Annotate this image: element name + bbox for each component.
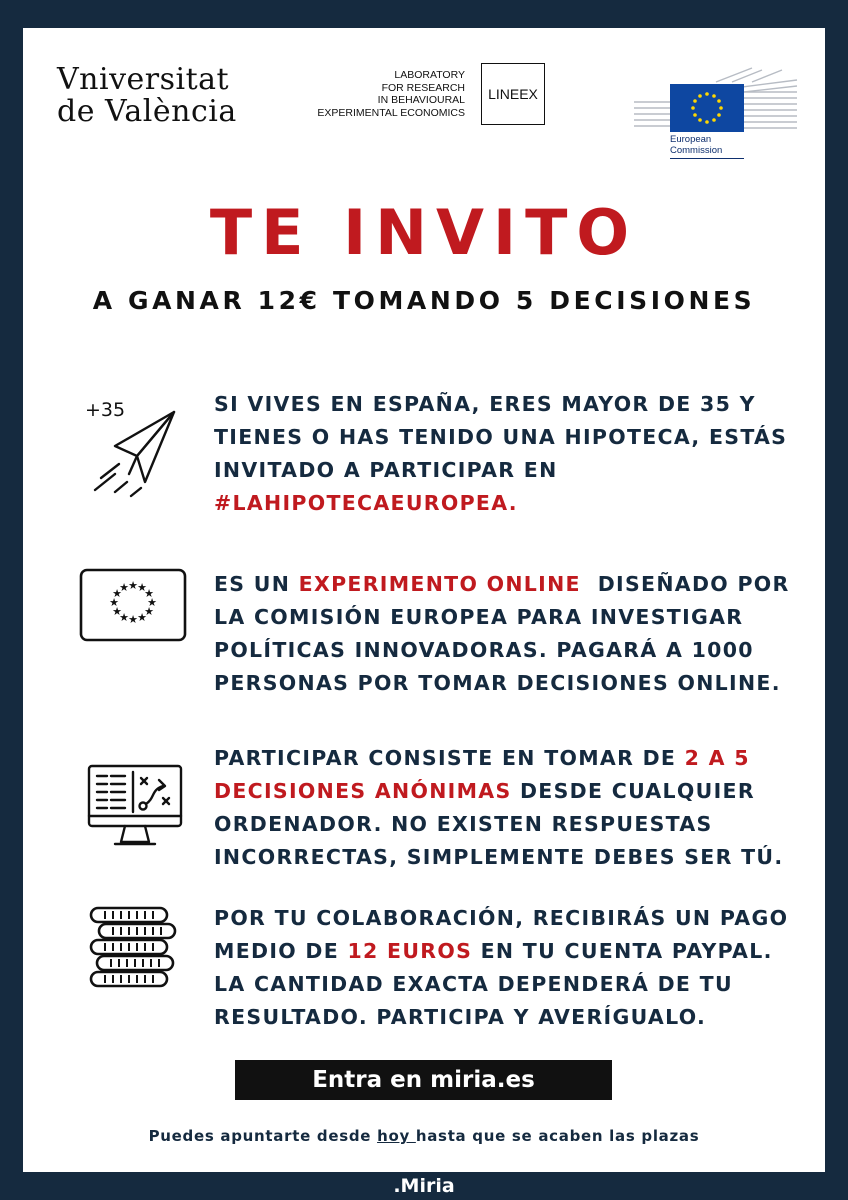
highlight-experiment-online: EXPERIMENTO ONLINE	[298, 572, 581, 596]
text-line	[214, 742, 814, 775]
text-line: RESULTADO. PARTICIPA Y AVERÍGUALO.	[214, 1005, 707, 1029]
text-line: LA COMISIÓN EUROPEA PARA INVESTIGAR	[214, 605, 744, 629]
text-line: PERSONAS POR TOMAR DECISIONES ONLINE.	[214, 671, 781, 695]
ec-logo-line1: European	[670, 134, 712, 145]
svg-text:★: ★	[109, 596, 119, 609]
section-experiment-text	[214, 568, 814, 700]
text-line: SI VIVES EN ESPAÑA, ERES MAYOR DE 35 Y	[214, 392, 756, 416]
plus-35-label: +35	[85, 399, 126, 421]
svg-text:★: ★	[147, 596, 157, 609]
miria-brand-footer: .Miria	[393, 1175, 455, 1197]
section-participation-text	[214, 742, 814, 874]
text-line: LA CANTIDAD EXACTA DEPENDERÁ DE TU	[214, 972, 733, 996]
text-span: MEDIO DE	[214, 939, 348, 963]
page-subtitle: A GANAR 12€ TOMANDO 5 DECISIONES	[92, 286, 756, 315]
lineex-logo	[311, 63, 545, 125]
signup-note	[23, 1127, 825, 1145]
lineex-line: FOR RESEARCH	[381, 81, 465, 94]
uv-logo-line1: Vniversitat	[57, 62, 230, 97]
text-line	[214, 935, 814, 968]
universitat-valencia-logo	[57, 64, 277, 128]
svg-text:★: ★	[137, 611, 147, 624]
svg-text:★: ★	[137, 581, 147, 594]
page-title: TE INVITO	[209, 196, 639, 269]
section-payment-text	[214, 902, 814, 1034]
lineex-logo-text	[285, 69, 465, 119]
text-span: PARTICIPAR CONSISTE EN TOMAR DE	[214, 746, 685, 770]
lineex-line: EXPERIMENTAL ECONOMICS	[317, 106, 465, 119]
lineex-line: IN BEHAVIOURAL	[377, 94, 465, 106]
text-line: ORDENADOR. NO EXISTEN RESPUESTAS	[214, 812, 713, 836]
computer-strategy-icon	[85, 764, 185, 856]
highlight-2-a-5: 2 A 5	[684, 746, 750, 770]
note-underlined: hoy	[377, 1127, 416, 1145]
text-line: TIENES O HAS TENIDO UNA HIPOTECA, ESTÁS	[214, 425, 788, 449]
european-commission-logo	[632, 62, 800, 158]
text-line	[214, 568, 814, 601]
svg-text:★: ★	[144, 587, 154, 600]
text-line: INCORRECTAS, SIMPLEMENTE DEBES SER TÚ.	[214, 845, 784, 869]
uv-logo-line2: de València	[57, 94, 237, 129]
text-line: POR TU COLABORACIÓN, RECIBIRÁS UN PAGO	[214, 906, 789, 930]
coins-stack-icon	[85, 902, 181, 992]
hashtag: #LAHIPOTECAEUROPEA.	[214, 491, 518, 515]
ec-logo-text	[670, 134, 750, 156]
text-span: DISEÑADO POR	[580, 572, 790, 596]
text-line: INVITADO A PARTICIPAR EN	[214, 458, 558, 482]
svg-text:★: ★	[119, 581, 129, 594]
section-eligibility-text	[214, 388, 814, 520]
lineex-line: LABORATORY	[394, 69, 465, 81]
paper-plane-icon	[79, 394, 189, 504]
text-span: DESDE CUALQUIER	[511, 779, 755, 803]
svg-text:★: ★	[128, 579, 138, 592]
cta-button[interactable]: Entra en miria.es	[235, 1060, 612, 1100]
svg-text:★: ★	[144, 605, 154, 618]
svg-text:★: ★	[119, 611, 129, 624]
highlight-12-euros: 12 EUROS	[347, 939, 473, 963]
note-text: Puedes apuntarte desde	[148, 1127, 378, 1145]
note-text: hasta que se acaben las plazas	[415, 1127, 700, 1145]
text-span: EN TU CUENTA PAYPAL.	[472, 939, 773, 963]
svg-text:★: ★	[112, 605, 122, 618]
ec-building-icon	[632, 62, 800, 132]
text-span: ES UN	[214, 572, 299, 596]
text-line: POLÍTICAS INNOVADORAS. PAGARÁ A 1000	[214, 638, 754, 662]
lineex-box: LINEEX	[481, 63, 545, 125]
ec-logo-line2: Commission	[670, 145, 723, 156]
text-line	[214, 775, 814, 808]
eu-flag-icon	[79, 568, 189, 644]
poster-sheet	[23, 28, 825, 1172]
svg-text:★: ★	[112, 587, 122, 600]
svg-text:★: ★	[128, 613, 138, 626]
highlight-decisiones-anonimas: DECISIONES ANÓNIMAS	[214, 779, 512, 803]
ec-logo-rule	[670, 158, 744, 159]
